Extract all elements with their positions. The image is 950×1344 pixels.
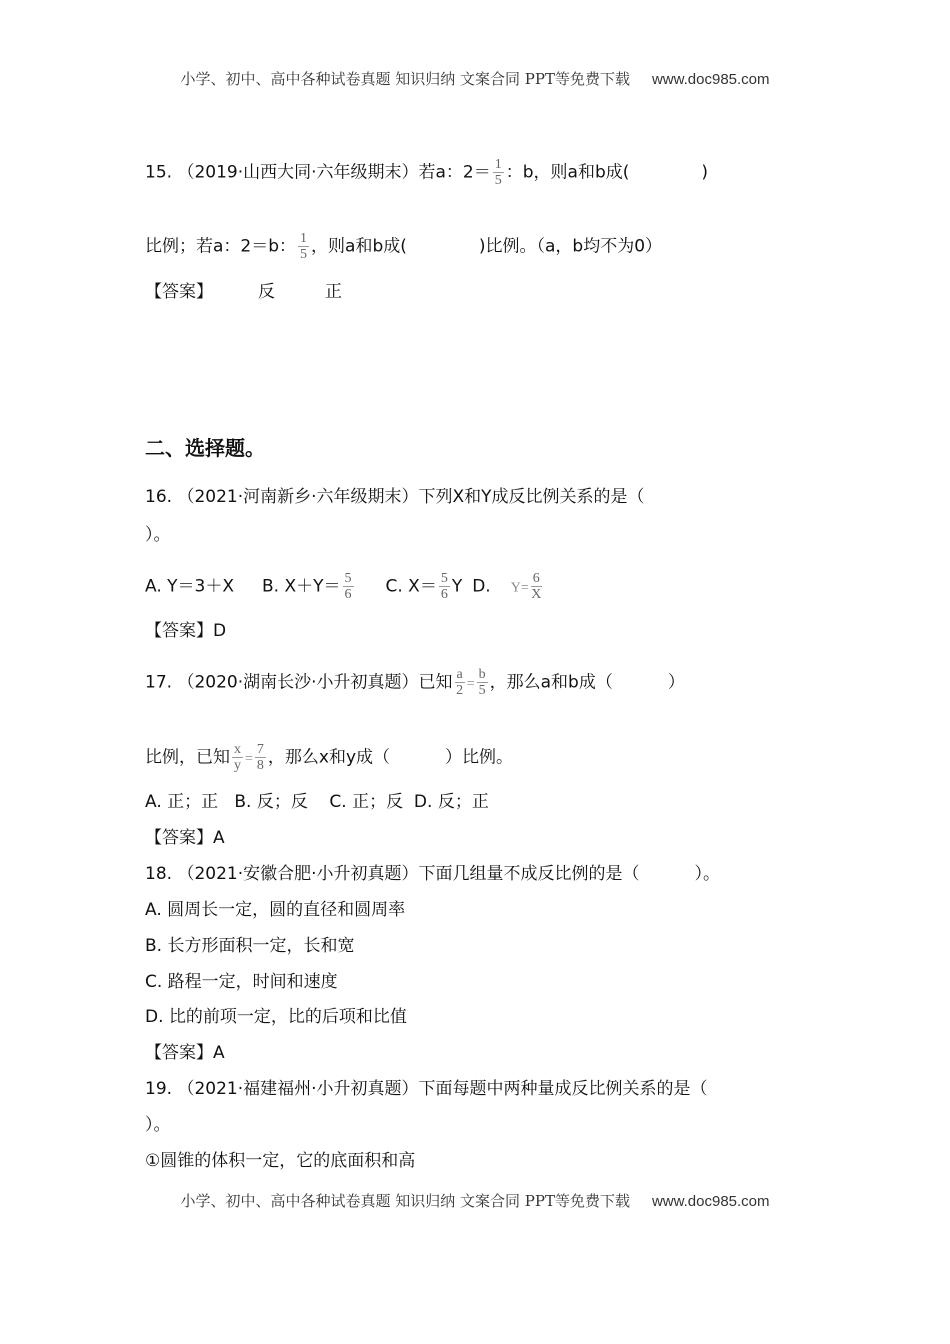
- q18-option-d: D. 比的前项一定，比的后项和比值: [145, 1007, 407, 1027]
- section-title: 二、选择题。: [145, 436, 265, 460]
- numerator: b: [478, 667, 486, 682]
- q17-options: A. 正；正 B. 反；反 C. 正；反 D. 反；正: [145, 792, 489, 812]
- header-url[interactable]: www.doc985.com: [651, 71, 770, 88]
- text: ）。: [694, 864, 721, 884]
- q16-line1: 16. （2021·河南新乡·六年级期末）下列X和Y成反比例关系的是（: [145, 487, 645, 507]
- page-header: [0, 68, 950, 89]
- numerator: 5: [344, 571, 352, 586]
- text: Y: [451, 576, 463, 597]
- q18-option-b: B. 长方形面积一定，长和宽: [145, 936, 355, 956]
- q18-line1: [145, 862, 720, 886]
- denominator: 5: [478, 683, 486, 698]
- numerator: x: [234, 742, 241, 757]
- text: ，那么x和y成（: [267, 747, 391, 768]
- text: ）: [667, 672, 685, 693]
- page-footer: [0, 1190, 950, 1211]
- fraction: [343, 571, 354, 602]
- q18-option-c: C. 路程一定，时间和速度: [145, 972, 338, 992]
- answer-label: 【答案】: [145, 282, 213, 302]
- text: Y: [510, 580, 521, 596]
- numerator: 1: [494, 157, 502, 172]
- answer-1: 反: [258, 282, 275, 302]
- text: 比例；若a：2＝b：: [145, 236, 297, 257]
- text: ): [701, 162, 709, 183]
- text: 比例，已知: [145, 747, 230, 768]
- text: =: [520, 580, 529, 596]
- q19-line2: ）。: [145, 1115, 171, 1135]
- fraction: [493, 157, 504, 188]
- q17-answer: 【答案】A: [145, 828, 225, 848]
- q16-options: [145, 571, 544, 602]
- q15-answer: [145, 280, 342, 304]
- text: 18. （2021·安徽合肥·小升初真题）下面几组量不成反比例的是（: [145, 864, 640, 884]
- q19-line1: 19. （2021·福建福州·小升初真题）下面每题中两种量成反比例关系的是（: [145, 1079, 708, 1099]
- q18-answer: 【答案】A: [145, 1043, 225, 1063]
- option-a: A. Y＝3＋X: [145, 576, 234, 597]
- fraction: [531, 571, 542, 602]
- q15-line1: [145, 157, 708, 188]
- text: )比例。（a，b均不为0）: [478, 236, 663, 257]
- q16-answer: 【答案】D: [145, 621, 227, 641]
- denominator: 6: [440, 587, 448, 602]
- footer-text: 小学、初中、高中各种试卷真题 知识归纳 文案合同 PPT等免费下载: [180, 1192, 630, 1210]
- q15-line2: [145, 231, 662, 262]
- q17-line1: [145, 667, 685, 698]
- q16-line2: ）。: [145, 525, 171, 545]
- numerator: 1: [300, 231, 308, 246]
- answer-2: 正: [325, 282, 342, 302]
- footer-url[interactable]: www.doc985.com: [651, 1193, 770, 1210]
- denominator: y: [234, 758, 241, 773]
- header-text: 小学、初中、高中各种试卷真题 知识归纳 文案合同 PPT等免费下载: [180, 70, 630, 88]
- numerator: a: [456, 667, 463, 682]
- option-d: D.: [472, 576, 491, 597]
- numerator: 7: [256, 742, 264, 757]
- text: ，那么a和b成（: [489, 672, 613, 693]
- text: ）比例。: [445, 747, 514, 768]
- denominator: 6: [344, 587, 352, 602]
- numerator: 5: [440, 571, 448, 586]
- denominator: 5: [494, 173, 502, 188]
- option-c: C. X＝: [385, 576, 437, 597]
- numerator: 6: [532, 571, 540, 586]
- denominator: 8: [256, 758, 264, 773]
- denominator: 2: [456, 683, 464, 698]
- fraction: [455, 667, 465, 698]
- text: =: [466, 676, 475, 692]
- fraction: [298, 231, 309, 262]
- fraction: [439, 571, 450, 602]
- q19-item1: ①圆锥的体积一定，它的底面积和高: [145, 1151, 416, 1171]
- denominator: X: [531, 587, 542, 602]
- fraction: [232, 742, 243, 773]
- option-b: B. X＋Y＝: [261, 576, 341, 597]
- q18-option-a: A. 圆周长一定，圆的直径和圆周率: [145, 900, 406, 920]
- text: 17. （2020·湖南长沙·小升初真题）已知: [145, 672, 453, 693]
- q17-line2: [145, 742, 513, 773]
- text: =: [245, 751, 253, 767]
- denominator: 5: [300, 247, 308, 262]
- text: ：b，则a和b成(: [505, 162, 630, 183]
- text: ，则a和b成(: [311, 236, 407, 257]
- text: 15. （2019·山西大同·六年级期末）若a：2＝: [145, 162, 491, 183]
- fraction: [255, 742, 266, 773]
- fraction: [477, 667, 488, 698]
